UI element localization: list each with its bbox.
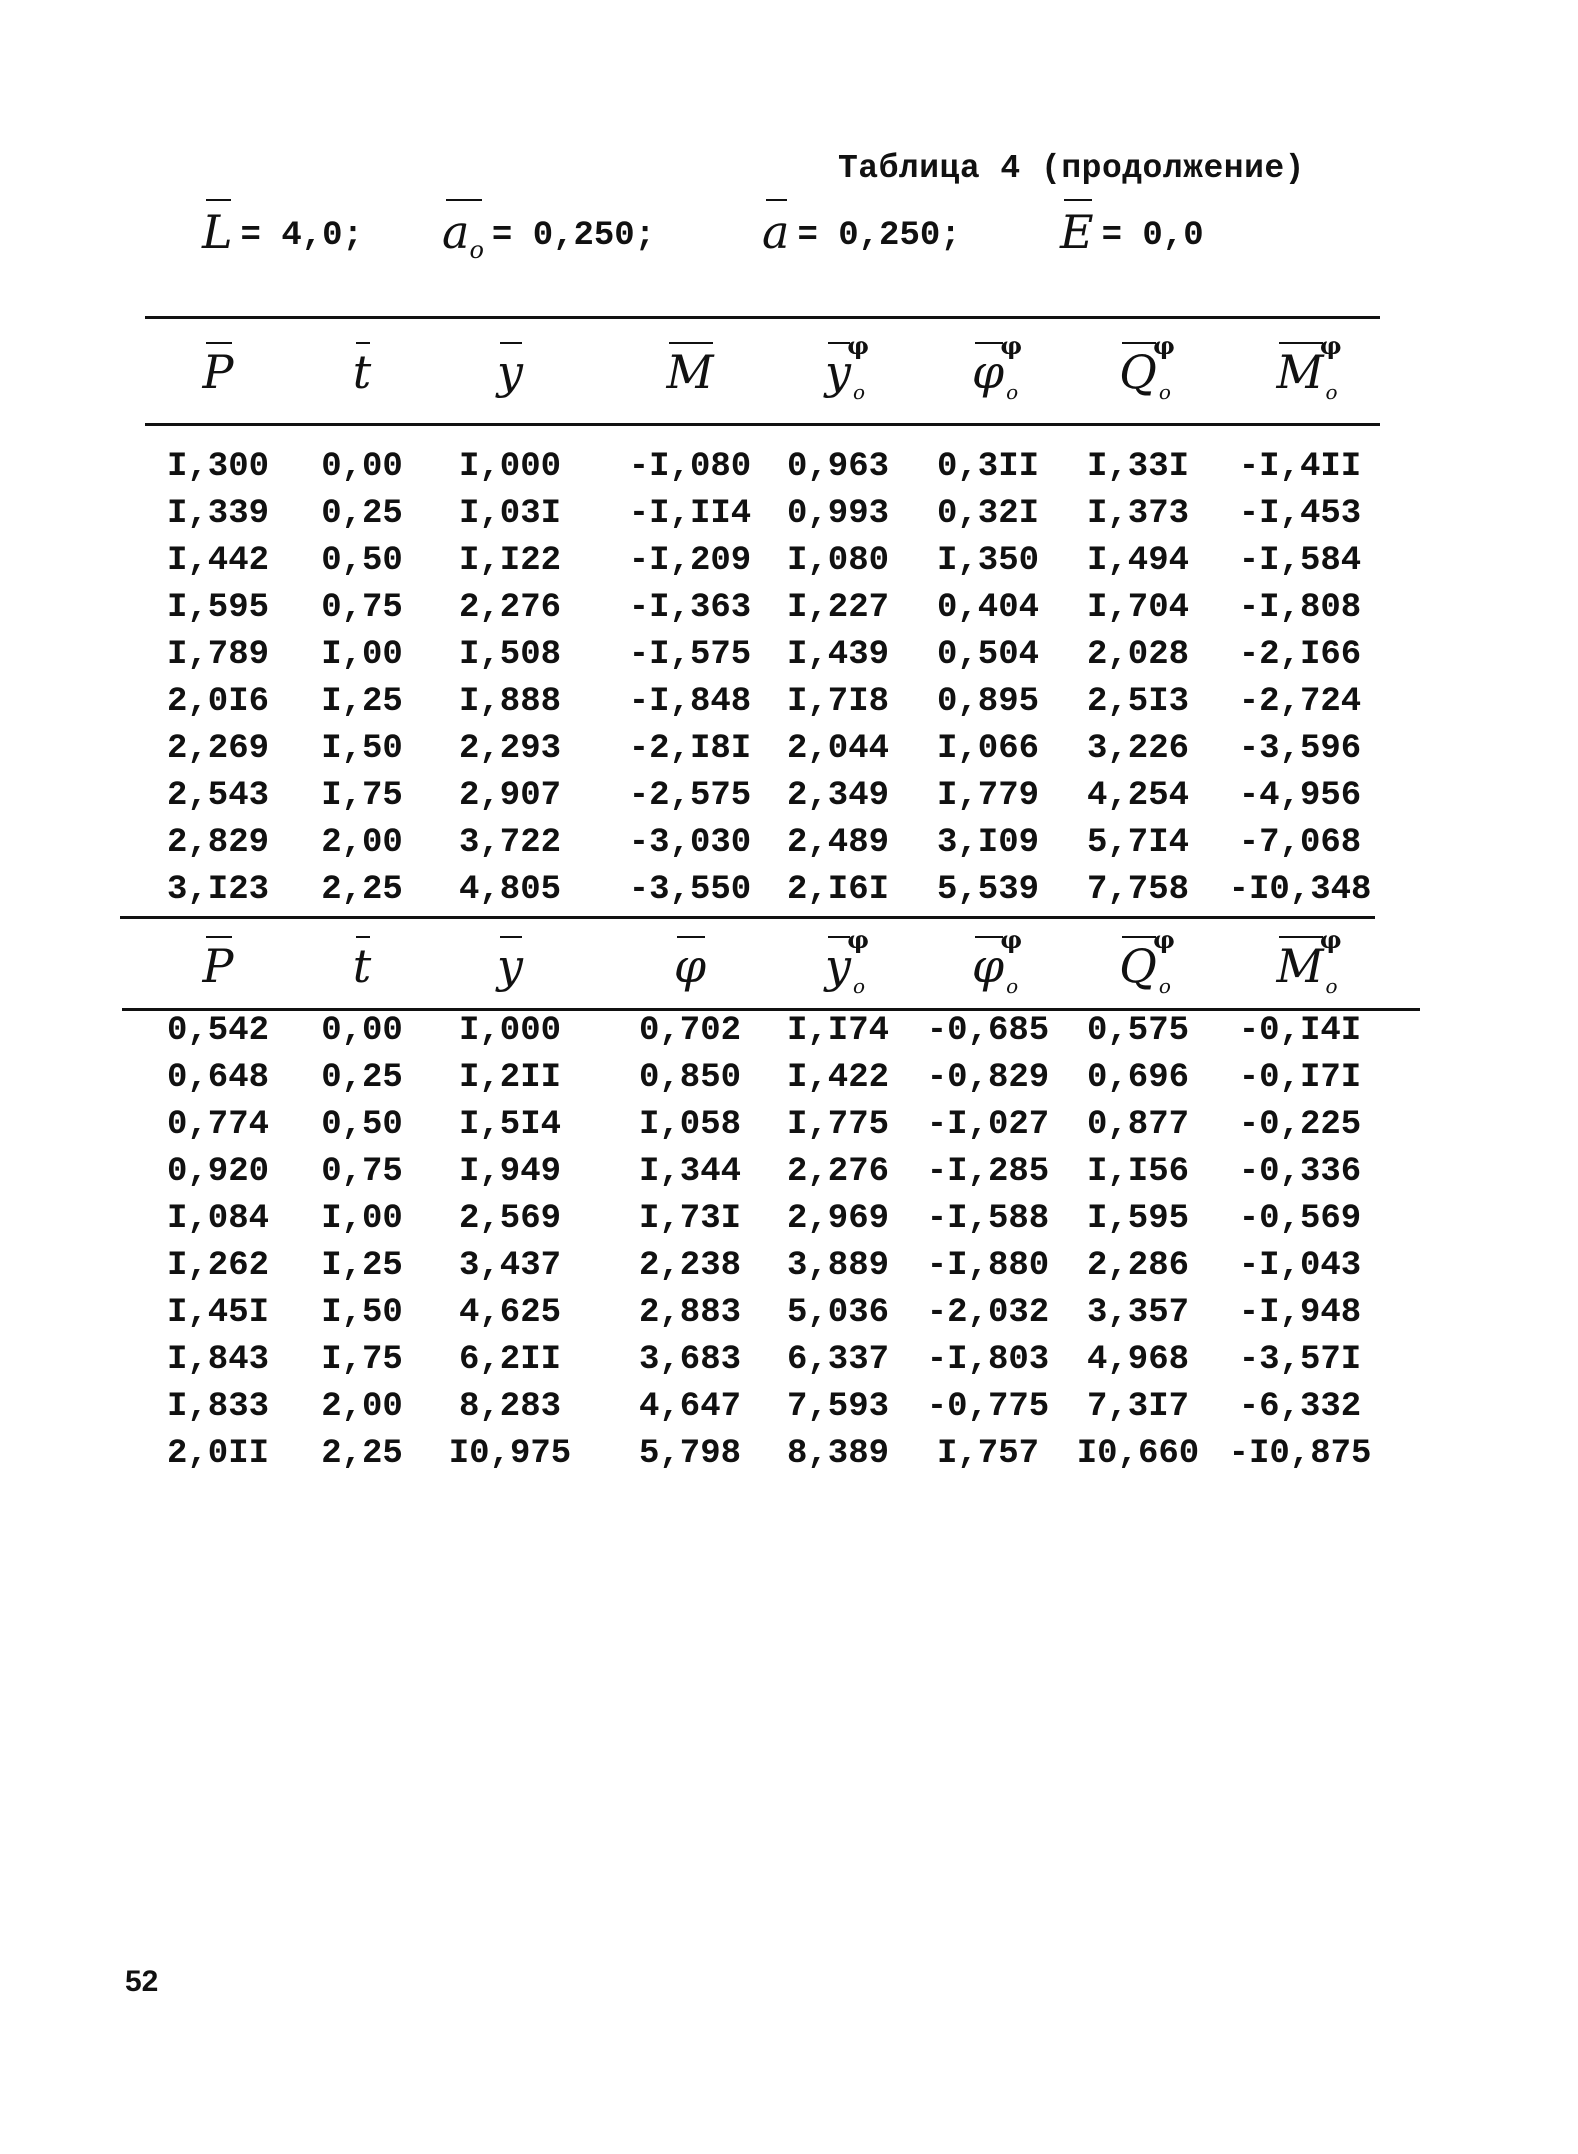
table2-cell: I,45I <box>166 1294 270 1332</box>
table-separator-rule <box>120 916 1375 919</box>
table2-cell: -I,803 <box>926 1341 1050 1379</box>
table-row <box>0 1337 1578 1384</box>
table1-cell: I,339 <box>166 495 270 533</box>
table2-cell: -6,332 <box>1238 1388 1362 1426</box>
table-row <box>0 585 1578 632</box>
table1-cell: I,442 <box>166 542 270 580</box>
table1-cell: 0,895 <box>936 683 1040 721</box>
table2-cell: -2,032 <box>926 1294 1050 1332</box>
table1-cell: -2,I8I <box>628 730 752 768</box>
table2-cell: -0,775 <box>926 1388 1050 1426</box>
table2-cell: -0,336 <box>1238 1153 1362 1191</box>
table1-header-rule <box>145 423 1380 426</box>
table1-cell: I,50 <box>321 730 403 768</box>
table1-cell: -I,848 <box>628 683 752 721</box>
table1-cell: 2,5I3 <box>1086 683 1190 721</box>
table2-cell: 0,25 <box>321 1059 403 1097</box>
table2-cell: 6,2II <box>458 1341 562 1379</box>
table2-header-row <box>0 926 1578 1006</box>
table1-header-5: φ φ o <box>923 332 1053 412</box>
table2-cell: -I,027 <box>926 1106 1050 1144</box>
table1-cell: -I,575 <box>628 636 752 674</box>
table1-cell: I,066 <box>936 730 1040 768</box>
table2-cell: 3,357 <box>1086 1294 1190 1332</box>
table2-cell: I,262 <box>166 1247 270 1285</box>
table1-cell: 3,226 <box>1086 730 1190 768</box>
page-number: 52 <box>125 1965 159 1998</box>
table2-cell: -0,569 <box>1238 1200 1362 1238</box>
table1-cell: I,704 <box>1086 589 1190 627</box>
table2-cell: 0,702 <box>638 1012 742 1050</box>
table2-cell: I,833 <box>166 1388 270 1426</box>
table1-header-3: M <box>625 332 755 412</box>
table2-cell: 0,877 <box>1086 1106 1190 1144</box>
table2-cell: 0,50 <box>321 1106 403 1144</box>
param-E-value: = 0,0 <box>1101 217 1204 255</box>
table1-header-0: P <box>153 332 283 412</box>
table2-cell: -0,685 <box>926 1012 1050 1050</box>
table1-top-rule <box>145 316 1380 319</box>
table1-body <box>0 444 1578 914</box>
table2-header-0: P <box>153 926 283 1006</box>
table2-header-7: M φ o <box>1235 926 1365 1006</box>
table2-cell: 3,683 <box>638 1341 742 1379</box>
table2-cell: I,I56 <box>1086 1153 1190 1191</box>
table-row <box>0 444 1578 491</box>
table2-header-5: φ φ o <box>923 926 1053 1006</box>
table2-cell: I0,975 <box>448 1435 572 1473</box>
table2-cell: I,843 <box>166 1341 270 1379</box>
table1-header-2: y <box>445 332 575 412</box>
table1-cell: I,33I <box>1086 448 1190 486</box>
table1-cell: I,888 <box>458 683 562 721</box>
table2-cell: -I,588 <box>926 1200 1050 1238</box>
table1-cell: I,75 <box>321 777 403 815</box>
table2-cell: I,344 <box>638 1153 742 1191</box>
table2-cell: -0,I7I <box>1238 1059 1362 1097</box>
table1-cell: 0,3II <box>936 448 1040 486</box>
table2-cell: 8,389 <box>786 1435 890 1473</box>
table-row <box>0 867 1578 914</box>
table1-header-row <box>0 332 1578 412</box>
table1-cell: 3,I23 <box>166 871 270 909</box>
param-a0-value: = 0,250; <box>491 217 656 255</box>
table1-cell: -3,030 <box>628 824 752 862</box>
table2-body <box>0 1008 1578 1478</box>
table2-cell: -0,829 <box>926 1059 1050 1097</box>
table1-cell: 2,25 <box>321 871 403 909</box>
table1-cell: 0,50 <box>321 542 403 580</box>
table2-cell: I,50 <box>321 1294 403 1332</box>
table1-cell: -7,068 <box>1238 824 1362 862</box>
table1-cell: I,789 <box>166 636 270 674</box>
table2-cell: 0,696 <box>1086 1059 1190 1097</box>
table1-cell: 2,276 <box>458 589 562 627</box>
table1-cell: 2,I6I <box>786 871 890 909</box>
table2-cell: I,5I4 <box>458 1106 562 1144</box>
table1-cell: I,300 <box>166 448 270 486</box>
table1-cell: -I,453 <box>1238 495 1362 533</box>
table1-cell: 2,349 <box>786 777 890 815</box>
table2-cell: I0,660 <box>1076 1435 1200 1473</box>
table2-cell: 0,575 <box>1086 1012 1190 1050</box>
table1-cell: 5,539 <box>936 871 1040 909</box>
table1-cell: -I,4II <box>1238 448 1362 486</box>
table2-cell: 2,969 <box>786 1200 890 1238</box>
table1-cell: 0,00 <box>321 448 403 486</box>
table2-header-2: y <box>445 926 575 1006</box>
table1-cell: 5,7I4 <box>1086 824 1190 862</box>
table2-cell: I,000 <box>458 1012 562 1050</box>
table-row <box>0 1384 1578 1431</box>
table-row <box>0 773 1578 820</box>
table1-cell: -3,596 <box>1238 730 1362 768</box>
table2-cell: I,25 <box>321 1247 403 1285</box>
table1-cell: 2,907 <box>458 777 562 815</box>
table1-cell: 7,758 <box>1086 871 1190 909</box>
table1-cell: 2,044 <box>786 730 890 768</box>
table2-cell: -I,043 <box>1238 1247 1362 1285</box>
table1-cell: I,I22 <box>458 542 562 580</box>
table1-cell: 2,543 <box>166 777 270 815</box>
table-row <box>0 1149 1578 1196</box>
table1-cell: I,439 <box>786 636 890 674</box>
table2-cell: 2,286 <box>1086 1247 1190 1285</box>
table2-cell: I,422 <box>786 1059 890 1097</box>
table-row <box>0 1290 1578 1337</box>
table2-cell: 3,889 <box>786 1247 890 1285</box>
table1-cell: 2,829 <box>166 824 270 862</box>
table1-cell: -I,584 <box>1238 542 1362 580</box>
table2-cell: -I,285 <box>926 1153 1050 1191</box>
table2-cell: 5,036 <box>786 1294 890 1332</box>
table1-cell: -3,550 <box>628 871 752 909</box>
table1-header-1: t <box>297 332 427 412</box>
table1-cell: I,25 <box>321 683 403 721</box>
table2-cell: I,058 <box>638 1106 742 1144</box>
table1-cell: -I,II4 <box>628 495 752 533</box>
table1-cell: I,350 <box>936 542 1040 580</box>
table1-cell: 2,028 <box>1086 636 1190 674</box>
table-caption: Таблица 4 (продолжение) <box>838 150 1305 187</box>
table2-cell: 0,00 <box>321 1012 403 1050</box>
table1-cell: 4,254 <box>1086 777 1190 815</box>
table2-cell: I,75 <box>321 1341 403 1379</box>
table-row <box>0 538 1578 585</box>
table2-cell: I,00 <box>321 1200 403 1238</box>
table-row <box>0 679 1578 726</box>
table2-cell: I,775 <box>786 1106 890 1144</box>
table2-cell: 0,75 <box>321 1153 403 1191</box>
table2-header-4: y φ o <box>773 926 903 1006</box>
table1-cell: 2,293 <box>458 730 562 768</box>
table2-cell: 6,337 <box>786 1341 890 1379</box>
table2-cell: 2,276 <box>786 1153 890 1191</box>
table2-cell: 7,3I7 <box>1086 1388 1190 1426</box>
param-a: a = 0,250; <box>762 205 961 264</box>
table2-header-1: t <box>297 926 427 1006</box>
table-row <box>0 632 1578 679</box>
table-row <box>0 1196 1578 1243</box>
table2-cell: I,73I <box>638 1200 742 1238</box>
table1-cell: I,00 <box>321 636 403 674</box>
table1-cell: 2,00 <box>321 824 403 862</box>
table-row <box>0 820 1578 867</box>
table2-cell: 0,648 <box>166 1059 270 1097</box>
table2-cell: 3,437 <box>458 1247 562 1285</box>
table2-cell: 0,920 <box>166 1153 270 1191</box>
table1-cell: I,7I8 <box>786 683 890 721</box>
table1-cell: -I,080 <box>628 448 752 486</box>
table-row <box>0 726 1578 773</box>
table1-cell: I,508 <box>458 636 562 674</box>
table2-cell: 2,25 <box>321 1435 403 1473</box>
table2-cell: 2,569 <box>458 1200 562 1238</box>
table-row <box>0 491 1578 538</box>
table-row <box>0 1008 1578 1055</box>
table1-cell: -2,575 <box>628 777 752 815</box>
table2-cell: 2,0II <box>166 1435 270 1473</box>
table1-cell: 2,0I6 <box>166 683 270 721</box>
table2-cell: I,757 <box>936 1435 1040 1473</box>
table2-cell: -0,I4I <box>1238 1012 1362 1050</box>
table2-cell: -I0,875 <box>1228 1435 1372 1473</box>
table1-cell: -I,808 <box>1238 589 1362 627</box>
table2-cell: -I,880 <box>926 1247 1050 1285</box>
param-E: E = 0,0 <box>1060 205 1204 264</box>
table1-cell: -4,956 <box>1238 777 1362 815</box>
table2-cell: 2,883 <box>638 1294 742 1332</box>
table2-header-6: Q φ o <box>1073 926 1203 1006</box>
table2-cell: 2,238 <box>638 1247 742 1285</box>
table1-cell: 3,I09 <box>936 824 1040 862</box>
table1-cell: 3,722 <box>458 824 562 862</box>
table-row <box>0 1102 1578 1149</box>
param-L: L = 4,0; <box>202 205 363 264</box>
table2-cell: I,949 <box>458 1153 562 1191</box>
table1-cell: 0,32I <box>936 495 1040 533</box>
table2-cell: 0,774 <box>166 1106 270 1144</box>
table1-cell: -I,363 <box>628 589 752 627</box>
table2-cell: 0,542 <box>166 1012 270 1050</box>
table-row <box>0 1431 1578 1478</box>
table1-cell: I,373 <box>1086 495 1190 533</box>
param-a0: $a_o = 0,250$; <box>442 205 656 265</box>
table2-cell: 2,00 <box>321 1388 403 1426</box>
table2-cell: 5,798 <box>638 1435 742 1473</box>
table1-cell: 4,805 <box>458 871 562 909</box>
table2-cell: 4,968 <box>1086 1341 1190 1379</box>
table1-cell: 0,75 <box>321 589 403 627</box>
table2-cell: I,2II <box>458 1059 562 1097</box>
table1-cell: 0,963 <box>786 448 890 486</box>
table2-cell: I,595 <box>1086 1200 1190 1238</box>
table2-cell: 4,625 <box>458 1294 562 1332</box>
param-L-value: = 4,0; <box>240 217 363 255</box>
table1-cell: I,494 <box>1086 542 1190 580</box>
table1-cell: 0,25 <box>321 495 403 533</box>
param-a-value: = 0,250; <box>797 217 961 255</box>
table1-header-4: y φ o <box>773 332 903 412</box>
table1-cell: -I,209 <box>628 542 752 580</box>
table2-cell: -0,225 <box>1238 1106 1362 1144</box>
table2-cell: -3,57I <box>1238 1341 1362 1379</box>
table2-cell: 8,283 <box>458 1388 562 1426</box>
table1-cell: I,779 <box>936 777 1040 815</box>
table2-cell: I,084 <box>166 1200 270 1238</box>
table2-cell: 0,850 <box>638 1059 742 1097</box>
table1-cell: I,595 <box>166 589 270 627</box>
table1-cell: I,080 <box>786 542 890 580</box>
table1-cell: 2,489 <box>786 824 890 862</box>
table1-cell: -2,724 <box>1238 683 1362 721</box>
table1-cell: 0,504 <box>936 636 1040 674</box>
table1-cell: -I0,348 <box>1228 871 1372 909</box>
table2-cell: 4,647 <box>638 1388 742 1426</box>
table2-cell: I,I74 <box>786 1012 890 1050</box>
table2-cell: -I,948 <box>1238 1294 1362 1332</box>
table1-cell: I,000 <box>458 448 562 486</box>
table1-header-7: M φ o <box>1235 332 1365 412</box>
table1-cell: 0,993 <box>786 495 890 533</box>
table1-header-6: Q φ o <box>1073 332 1203 412</box>
table1-cell: I,03I <box>458 495 562 533</box>
table1-cell: 2,269 <box>166 730 270 768</box>
table1-cell: -2,I66 <box>1238 636 1362 674</box>
table-row <box>0 1243 1578 1290</box>
table1-cell: 0,404 <box>936 589 1040 627</box>
table-row <box>0 1055 1578 1102</box>
parameter-line <box>0 205 1578 285</box>
table2-header-3: φ <box>625 926 755 1006</box>
table2-cell: 7,593 <box>786 1388 890 1426</box>
table1-cell: I,227 <box>786 589 890 627</box>
